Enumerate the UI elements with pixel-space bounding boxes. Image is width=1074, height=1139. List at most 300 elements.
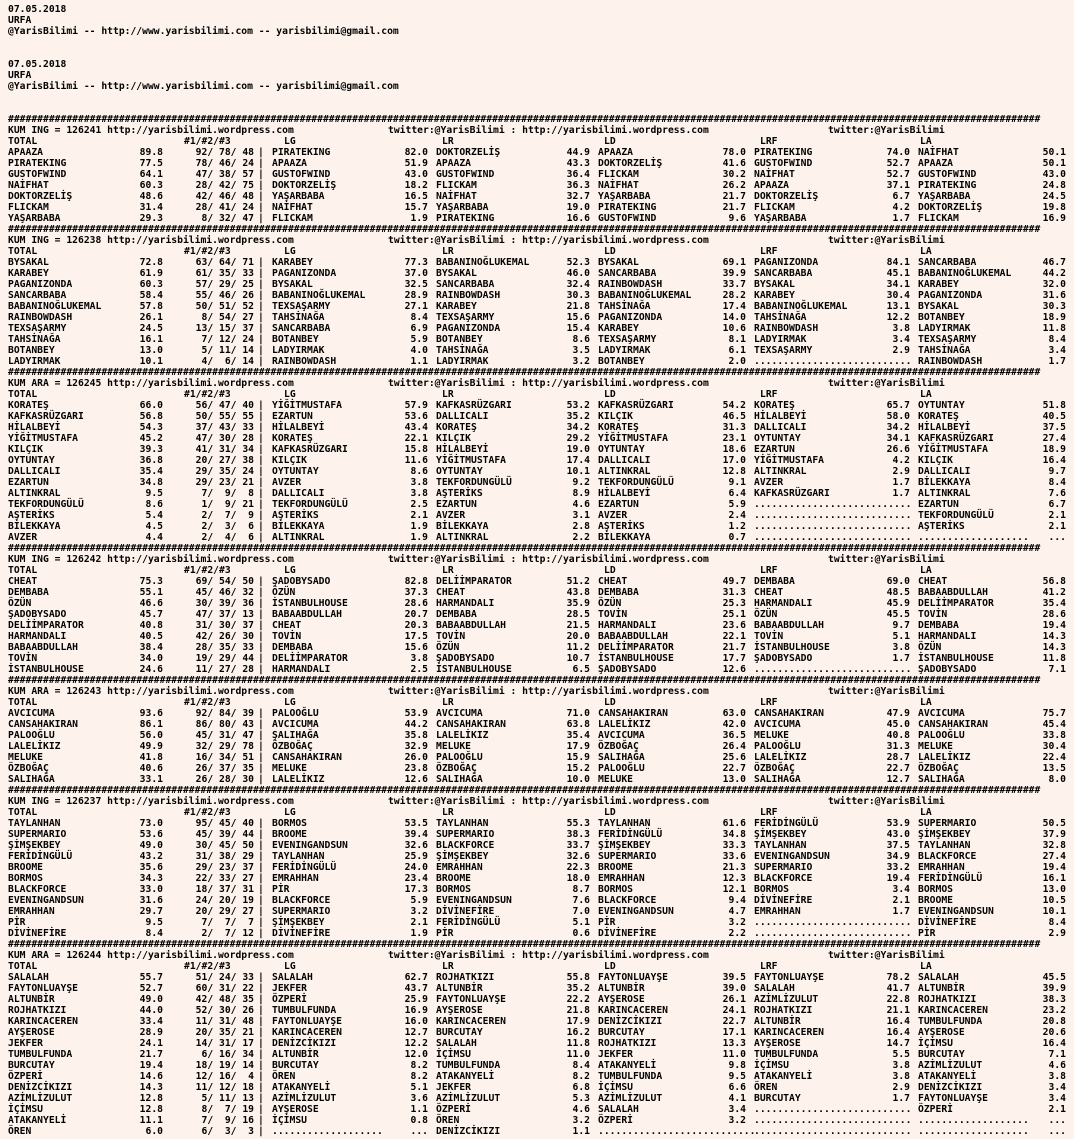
column-divider: | xyxy=(258,906,264,917)
lr-score: 17.9 xyxy=(566,741,590,752)
lg-horse: AVCICUMA xyxy=(272,719,319,730)
lg-horse: ÖREN xyxy=(272,1071,296,1082)
lr-score: 15.6 xyxy=(566,312,590,323)
ld-horse: OYTUNTAY xyxy=(598,444,645,455)
lr-horse: PAGANIZONDA xyxy=(436,323,501,334)
total-score: 41.8 xyxy=(139,752,163,763)
la-horse: TOVİN xyxy=(918,609,948,620)
placing-pct: 11/ 31/ 48 xyxy=(195,1016,254,1027)
ld-horse: ALTUNBİR xyxy=(598,983,645,994)
lr-score: 35.2 xyxy=(566,411,590,422)
table-row xyxy=(8,1038,1074,1049)
la-horse: ................... xyxy=(918,1115,1029,1126)
column-divider: | xyxy=(258,532,264,543)
ld-score: 63.0 xyxy=(722,708,746,719)
la-horse: LALELİKIZ xyxy=(918,752,971,763)
twitter-link: twitter:@YarisBilimi : http://yarisbilimi.wordpress.com xyxy=(388,796,709,807)
lr-score: 18.0 xyxy=(566,873,590,884)
lr-score: 3.1 xyxy=(572,510,590,521)
lr-score: 63.8 xyxy=(566,719,590,730)
lg-horse: SUPERMARIO xyxy=(272,906,331,917)
lr-horse: AŞTERİKS xyxy=(436,488,483,499)
ld-score: 21.7 xyxy=(722,191,746,202)
col-lrf: LRF xyxy=(760,136,778,147)
twitter-handle: twitter:@YarisBilimi xyxy=(828,686,945,697)
lrf-horse: CHEAT xyxy=(754,587,784,598)
la-score: 32.0 xyxy=(1042,279,1066,290)
placing-pct: 47/ 38/ 57 xyxy=(195,169,254,180)
table-row xyxy=(8,774,1074,785)
ld-score: 33.6 xyxy=(722,851,746,862)
column-divider: | xyxy=(258,708,264,719)
ld-score: 9.1 xyxy=(728,477,746,488)
lg-score: 44.2 xyxy=(404,719,428,730)
column-divider: | xyxy=(258,488,264,499)
lr-score: 7.0 xyxy=(572,906,590,917)
la-score: 1.7 xyxy=(1048,356,1066,367)
lg-horse: KILÇIK xyxy=(272,455,307,466)
la-score: 8.4 xyxy=(1048,477,1066,488)
lg-score: 1.1 xyxy=(410,1104,428,1115)
lrf-score: 12.7 xyxy=(886,774,910,785)
twitter-handle: twitter:@YarisBilimi xyxy=(828,378,945,389)
lg-score: 1.9 xyxy=(410,521,428,532)
la-horse: PAGANIZONDA xyxy=(918,290,983,301)
report-date: 07.05.2018 xyxy=(8,59,67,70)
lrf-score: 34.2 xyxy=(886,422,910,433)
lr-score: 10.7 xyxy=(566,653,590,664)
lr-score: 22.2 xyxy=(566,994,590,1005)
ld-horse: PALOOĞLU xyxy=(598,763,645,774)
total-score: 33.1 xyxy=(139,774,163,785)
placing-pct: 28/ 42/ 75 xyxy=(195,180,254,191)
horse-name: BORMOS xyxy=(8,873,43,884)
ld-horse: CANSAHAKIRAN xyxy=(598,708,668,719)
placing-pct: 2/ 7/ 12 xyxy=(201,928,254,939)
la-horse: BİLEKKAYA xyxy=(918,477,971,488)
lg-horse: KARABEY xyxy=(272,257,313,268)
lr-horse: CANSAHAKIRAN xyxy=(436,719,506,730)
col-lg: LG xyxy=(284,807,296,818)
column-divider: | xyxy=(258,895,264,906)
lrf-horse: ŞADOBYSADO xyxy=(754,653,813,664)
lrf-score: 1.7 xyxy=(892,488,910,499)
la-score: 3.4 xyxy=(1048,345,1066,356)
lr-horse: DALLICALI xyxy=(436,411,489,422)
lr-score: 71.0 xyxy=(566,708,590,719)
la-score: 39.9 xyxy=(1042,983,1066,994)
ld-score: 9.4 xyxy=(728,895,746,906)
la-score: 18.9 xyxy=(1042,312,1066,323)
lrf-horse: AVCICUMA xyxy=(754,719,801,730)
lg-horse: BLACKFORCE xyxy=(272,895,331,906)
lg-score: 15.6 xyxy=(404,642,428,653)
ld-horse: LADYIRMAK xyxy=(598,345,651,356)
lrf-horse: BYSAKAL xyxy=(754,279,795,290)
twitter-handle: twitter:@YarisBilimi xyxy=(828,125,945,136)
table-row xyxy=(8,499,1074,510)
table-row xyxy=(8,719,1074,730)
placing-pct: 20/ 35/ 21 xyxy=(195,1027,254,1038)
table-row xyxy=(8,730,1074,741)
horse-name: AVZER xyxy=(8,532,38,543)
placing-pct: 32/ 29/ 78 xyxy=(195,741,254,752)
lr-horse: ÖREN xyxy=(436,1115,460,1126)
lrf-score: 14.7 xyxy=(886,1038,910,1049)
total-score: 4.5 xyxy=(145,521,163,532)
ld-score: 22.1 xyxy=(722,631,746,642)
col-la: LA xyxy=(920,565,932,576)
placing-pct: 60/ 31/ 22 xyxy=(195,983,254,994)
total-score: 12.8 xyxy=(139,1093,163,1104)
spacer xyxy=(8,37,1074,59)
lr-horse: AVCICUMA xyxy=(436,708,483,719)
lg-horse: ŞADOBYSADO xyxy=(272,576,331,587)
horse-name: ÖREN xyxy=(8,1126,32,1137)
lg-horse: BORMOS xyxy=(272,818,307,829)
lr-score: 33.7 xyxy=(566,840,590,851)
column-header-line xyxy=(8,136,1074,147)
column-divider: | xyxy=(258,411,264,422)
la-score: 10.1 xyxy=(1042,906,1066,917)
table-row xyxy=(8,411,1074,422)
ld-horse: BURCUTAY xyxy=(598,1027,645,1038)
horse-name: TEXSAŞARMY xyxy=(8,323,67,334)
la-score: 45.5 xyxy=(1042,972,1066,983)
ld-horse: BOTANBEY xyxy=(598,356,645,367)
la-score: 32.8 xyxy=(1042,840,1066,851)
col-hits: #1/#2/#3 xyxy=(184,389,231,400)
placing-pct: 37/ 43/ 33 xyxy=(195,422,254,433)
ld-score: 9.8 xyxy=(728,1060,746,1071)
total-score: 9.5 xyxy=(145,488,163,499)
placing-pct: 31/ 30/ 37 xyxy=(195,620,254,631)
lrf-horse: ........................... xyxy=(754,664,912,675)
race-title-line xyxy=(8,235,1074,246)
la-score: ... xyxy=(1048,1126,1066,1137)
column-divider: | xyxy=(258,147,264,158)
horse-name: NAİFHAT xyxy=(8,180,49,191)
lr-horse: DİVİNEFİRE xyxy=(436,906,495,917)
horse-name: PIRATEKING xyxy=(8,158,67,169)
lr-horse: BOTANBEY xyxy=(436,334,483,345)
lr-horse: TOVİN xyxy=(436,631,466,642)
la-score: 7.1 xyxy=(1048,664,1066,675)
placing-pct: 8/ 32/ 47 xyxy=(201,213,254,224)
total-score: 24.1 xyxy=(139,1038,163,1049)
placing-pct: 2/ 3/ 6 xyxy=(201,521,254,532)
lg-score: 57.9 xyxy=(404,400,428,411)
lg-score: 23.8 xyxy=(404,763,428,774)
column-divider: | xyxy=(258,994,264,1005)
horse-name: KILÇIK xyxy=(8,444,43,455)
lr-score: 15.4 xyxy=(566,323,590,334)
horse-name: TEKFORDUNGÜLÜ xyxy=(8,499,84,510)
la-horse: FLICKAM xyxy=(918,213,959,224)
la-score: 37.9 xyxy=(1042,829,1066,840)
lrf-horse: LADYIRMAK xyxy=(754,334,807,345)
ld-score: 17.7 xyxy=(722,653,746,664)
horse-name: ÖZÜN xyxy=(8,598,32,609)
table-row xyxy=(8,1071,1074,1082)
placing-pct: 2/ 7/ 9 xyxy=(201,510,254,521)
placing-pct: 14/ 31/ 17 xyxy=(195,1038,254,1049)
table-row xyxy=(8,1027,1074,1038)
lrf-score: 53.9 xyxy=(886,818,910,829)
column-divider: | xyxy=(258,180,264,191)
total-score: 46.6 xyxy=(139,598,163,609)
lrf-horse: KAFKASRÜZGARI xyxy=(754,488,830,499)
spacer xyxy=(8,92,1074,114)
ld-horse: NAİFHAT xyxy=(598,180,639,191)
lr-horse: DEMBABA xyxy=(436,609,477,620)
lg-score: 43.7 xyxy=(404,983,428,994)
lg-score: 12.7 xyxy=(404,1027,428,1038)
table-row xyxy=(8,400,1074,411)
lrf-score: 34.1 xyxy=(886,279,910,290)
col-ld: LD xyxy=(604,246,616,257)
la-score: 13.0 xyxy=(1042,884,1066,895)
placing-pct: 1/ 9/ 21 xyxy=(201,499,254,510)
la-horse: DOKTORZELİŞ xyxy=(918,202,983,213)
lrf-horse: HİLALBEYİ xyxy=(754,411,807,422)
lrf-score: 34.1 xyxy=(886,433,910,444)
lrf-score: 22.8 xyxy=(886,994,910,1005)
total-score: 33.4 xyxy=(139,1016,163,1027)
la-horse: BOTANBEY xyxy=(918,312,965,323)
la-horse: BORMOS xyxy=(918,884,953,895)
twitter-link: twitter:@YarisBilimi : http://yarisbilimi.wordpress.com xyxy=(388,686,709,697)
lg-horse: TAYLANHAN xyxy=(272,851,325,862)
la-horse: EMRAHHAN xyxy=(918,862,965,873)
horse-name: YAŞARBABA xyxy=(8,213,61,224)
la-score: 19.8 xyxy=(1042,202,1066,213)
horse-name: PALOOĞLU xyxy=(8,730,55,741)
ld-horse: CHEAT xyxy=(598,576,628,587)
lr-score: 43.3 xyxy=(566,158,590,169)
col-lg: LG xyxy=(284,565,296,576)
column-divider: | xyxy=(258,653,264,664)
la-score: 2.1 xyxy=(1048,521,1066,532)
placing-pct: 7/ 7/ 7 xyxy=(201,917,254,928)
race-title: KUM ING = 126238 http://yarisbilimi.wordpress.com xyxy=(8,235,294,246)
lg-score: 1.9 xyxy=(410,928,428,939)
ld-score: 12.3 xyxy=(722,873,746,884)
ld-horse: ŞİMŞEKBEY xyxy=(598,840,651,851)
la-horse: LADYIRMAK xyxy=(918,323,971,334)
la-horse: ................... xyxy=(918,1126,1029,1137)
lrf-horse: ........................... xyxy=(754,499,912,510)
lr-horse: PALOOĞLU xyxy=(436,752,483,763)
lg-horse: MELUKE xyxy=(272,763,307,774)
lr-score: 10.0 xyxy=(566,774,590,785)
total-score: 24.5 xyxy=(139,323,163,334)
lg-score: 5.9 xyxy=(410,895,428,906)
lrf-horse: DİVİNEFİRE xyxy=(754,895,813,906)
table-row xyxy=(8,906,1074,917)
lg-score: 3.6 xyxy=(410,1093,428,1104)
col-la: LA xyxy=(920,961,932,972)
column-divider: | xyxy=(258,301,264,312)
table-row xyxy=(8,532,1074,543)
lr-horse: ALTUNBİR xyxy=(436,983,483,994)
ld-horse: SALALAH xyxy=(598,1104,639,1115)
lg-horse: ŞİMŞEKBEY xyxy=(272,917,325,928)
table-row xyxy=(8,488,1074,499)
table-row xyxy=(8,191,1074,202)
ld-score: 4.1 xyxy=(728,1093,746,1104)
lr-score: 8.9 xyxy=(572,488,590,499)
la-score: 41.2 xyxy=(1042,587,1066,598)
lrf-score: 2.9 xyxy=(892,466,910,477)
lr-score: 6.5 xyxy=(572,664,590,675)
lrf-horse: ........................... xyxy=(754,917,912,928)
lrf-score: 3.8 xyxy=(892,1071,910,1082)
ld-score: 0.7 xyxy=(728,532,746,543)
ld-horse: BLACKFORCE xyxy=(598,895,657,906)
la-score: 19.4 xyxy=(1042,862,1066,873)
table-row xyxy=(8,884,1074,895)
column-divider: | xyxy=(258,752,264,763)
la-horse: AZİMLİZULUT xyxy=(918,1060,983,1071)
lrf-horse: PAGANIZONDA xyxy=(754,257,819,268)
lr-score: 55.3 xyxy=(566,818,590,829)
total-score: 40.8 xyxy=(139,620,163,631)
lrf-horse: BABANINOĞLUKEMAL xyxy=(754,301,848,312)
lr-score: 10.1 xyxy=(566,466,590,477)
lr-score: 8.4 xyxy=(572,1060,590,1071)
total-score: 49.9 xyxy=(139,741,163,752)
lg-score: 16.0 xyxy=(404,1016,428,1027)
ld-score: 61.6 xyxy=(722,818,746,829)
table-row xyxy=(8,444,1074,455)
col-lr: LR xyxy=(442,565,454,576)
la-score: 2.9 xyxy=(1048,928,1066,939)
lrf-horse: YİĞİTMUSTAFA xyxy=(754,455,824,466)
ld-score: 42.0 xyxy=(722,719,746,730)
lr-score: 8.2 xyxy=(572,1071,590,1082)
horse-name: SUPERMARIO xyxy=(8,829,67,840)
la-horse: TEKFORDUNGÜLÜ xyxy=(918,510,994,521)
lg-horse: LADYIRMAK xyxy=(272,345,325,356)
la-horse: EVENINGANDSUN xyxy=(918,906,994,917)
table-row xyxy=(8,455,1074,466)
column-divider: | xyxy=(258,455,264,466)
lr-horse: ATAKANYELİ xyxy=(436,1071,495,1082)
contact-line: @YarisBilimi -- http://www.yarisbilimi.com -- yarisbilimi@gmail.com xyxy=(8,81,399,92)
lg-score: 32.5 xyxy=(404,279,428,290)
table-row xyxy=(8,477,1074,488)
lg-score: 8.6 xyxy=(410,466,428,477)
lr-horse: KARABEY xyxy=(436,301,477,312)
table-row xyxy=(8,763,1074,774)
column-divider: | xyxy=(258,213,264,224)
col-lrf: LRF xyxy=(760,807,778,818)
lrf-score: 45.9 xyxy=(886,598,910,609)
ld-horse: TEKFORDUNGÜLÜ xyxy=(598,477,674,488)
table-row xyxy=(8,928,1074,939)
ld-score: 4.7 xyxy=(728,906,746,917)
placing-pct: 20/ 27/ 38 xyxy=(195,455,254,466)
placing-pct: 2/ 4/ 6 xyxy=(201,532,254,543)
la-score: 30.4 xyxy=(1042,741,1066,752)
lr-score: 4.6 xyxy=(572,499,590,510)
lr-horse: ÖZBOĞAÇ xyxy=(436,763,477,774)
placing-pct: 78/ 46/ 24 xyxy=(195,158,254,169)
la-horse: OYTUNTAY xyxy=(918,400,965,411)
ld-score: 6.6 xyxy=(728,1082,746,1093)
twitter-link: twitter:@YarisBilimi : http://yarisbilimi.wordpress.com xyxy=(388,554,709,565)
total-score: 6.0 xyxy=(145,1126,163,1137)
horse-name: BOTANBEY xyxy=(8,345,55,356)
lrf-horse: İÇİMSU xyxy=(754,1060,789,1071)
lg-horse: ATAKANYELİ xyxy=(272,1082,331,1093)
lr-score: 3.5 xyxy=(572,345,590,356)
lg-horse: AYŞEROSE xyxy=(272,1104,319,1115)
lr-score: 20.0 xyxy=(566,631,590,642)
lg-score: 8.2 xyxy=(410,1071,428,1082)
horse-name: DALLICALI xyxy=(8,466,61,477)
separator-line: ################################################################################################################################################################################# xyxy=(8,939,1041,950)
placing-pct: 8/ 7/ 19 xyxy=(201,1104,254,1115)
lg-horse: GUSTOFWIND xyxy=(272,169,331,180)
total-score: 86.1 xyxy=(139,719,163,730)
lrf-score: 37.5 xyxy=(886,840,910,851)
ld-score: 10.6 xyxy=(722,323,746,334)
lg-score: 8.2 xyxy=(410,1060,428,1071)
placing-pct: 30/ 39/ 36 xyxy=(195,598,254,609)
column-header-line xyxy=(8,807,1074,818)
lrf-score: 40.8 xyxy=(886,730,910,741)
ld-score: 11.0 xyxy=(722,1049,746,1060)
placing-pct: 56/ 47/ 40 xyxy=(195,400,254,411)
ld-horse: FAYTONLUAYŞE xyxy=(598,972,668,983)
lrf-score: 74.0 xyxy=(886,147,910,158)
lg-score: 77.3 xyxy=(404,257,428,268)
la-horse: ATAKANYELİ xyxy=(918,1071,977,1082)
table-row xyxy=(8,895,1074,906)
col-total: TOTAL xyxy=(8,807,38,818)
table-row xyxy=(8,851,1074,862)
table-row xyxy=(8,268,1074,279)
lr-score: 28.5 xyxy=(566,609,590,620)
ld-score: 2.4 xyxy=(728,510,746,521)
lg-score: 1.9 xyxy=(410,213,428,224)
lg-horse: DALLICALI xyxy=(272,488,325,499)
la-horse: TEXSAŞARMY xyxy=(918,334,977,345)
table-row xyxy=(8,664,1074,675)
placing-pct: 47/ 30/ 28 xyxy=(195,433,254,444)
total-score: 34.8 xyxy=(139,477,163,488)
col-lg: LG xyxy=(284,389,296,400)
lg-horse: İSTANBULHOUSE xyxy=(272,598,348,609)
column-divider: | xyxy=(258,444,264,455)
table-row xyxy=(8,257,1074,268)
ld-score: 8.1 xyxy=(728,334,746,345)
lr-horse: KAFKASRÜZGARI xyxy=(436,400,512,411)
lrf-score: 3.8 xyxy=(892,1060,910,1071)
lrf-score: 19.4 xyxy=(886,873,910,884)
ld-score: 28.2 xyxy=(722,290,746,301)
lr-horse: PIRATEKING xyxy=(436,213,495,224)
ld-horse: SALIHAĞA xyxy=(598,752,645,763)
lrf-horse: KORATEŞ xyxy=(754,400,795,411)
lg-score: 0.8 xyxy=(410,1115,428,1126)
horse-name: MELUKE xyxy=(8,752,43,763)
lr-horse: ŞADOBYSADO xyxy=(436,653,495,664)
lrf-horse: SALALAH xyxy=(754,983,795,994)
ld-horse: ALTINKRAL xyxy=(598,466,651,477)
